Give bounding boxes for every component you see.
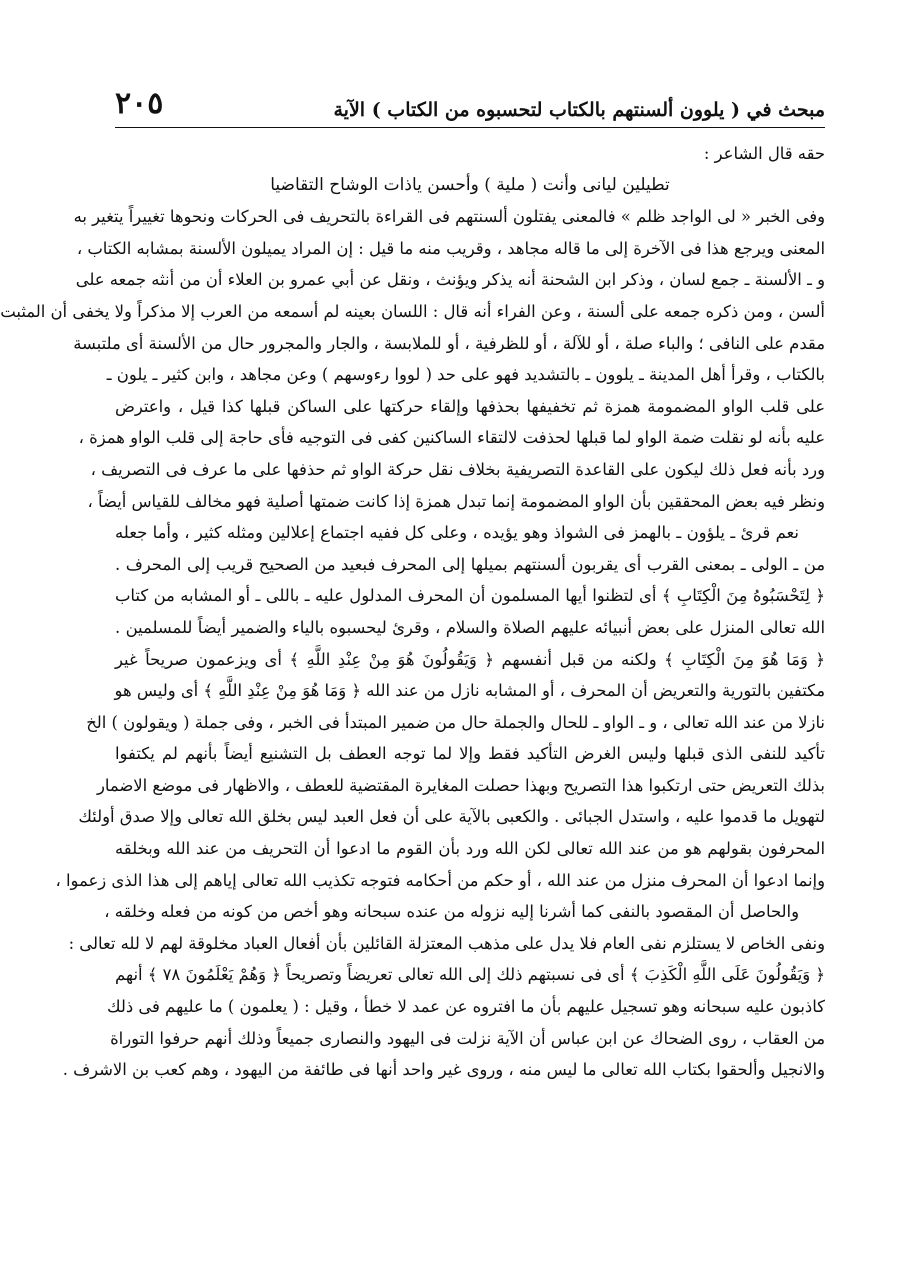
text-line: المعنى ويرجع هذا فى الآخرة إلى ما قاله مجاهد ، وقريب منه ما قيل : إن المراد يميلون الألسنة بمشابه الكتاب ، (76, 238, 825, 258)
text-line: والحاصل أن المقصود بالنفى كما أشرنا إليه نزوله من عنده سبحانه وهو أخص من كونه من فعله وخلقه ، (104, 902, 799, 922)
text-line: ونفى الخاص لا يستلزم نفى العام فلا يدل على مذهب المعتزلة القائلين بأن أفعال العباد مخلوقة لهم لا لله تعالى : (68, 933, 825, 953)
page-header (115, 86, 825, 128)
text-line: تأكيد للنفى الذى قبلها وليس الغرض التأكيد فقط وإلا لما توجه العطف بل التشنيع أيضاً بأنهم لم يكتفوا (115, 744, 825, 764)
page-number: ٢٠٥ (115, 86, 164, 121)
quran-line: ﴿ وَمَا هُوَ مِنَ الْكِتَابِ ﴾ ولكنه من قبل أنفسهم ﴿ وَيَقُولُونَ هُوَ مِنْ عِنْدِ اللَّهِ ﴾ أى ويزعمون صريحاً غير (115, 649, 825, 669)
text-line: وفى الخبر « لى الواجد ظلم » فالمعنى يفتلون ألسنتهم فى القراءة بالتحريف فى الحركات ونحوها تغييراً يتغير به (73, 207, 825, 227)
text-line: نازلا من عند الله تعالى ، و ـ الواو ـ للحال والجملة حال من ضمير المبتدأ فى الخبر ، وفى جملة ( ويقولون ) الخ (86, 712, 825, 732)
running-title: مبحث في ( يلوون ألسنتهم بالكتاب لتحسبوه من الكتاب ) الآية (333, 99, 825, 121)
text-line: والانجيل وألحقوا بكتاب الله تعالى ما ليس منه ، وروى غير واحد أنها فى طائفة من اليهود ، وهم كعب بن الاشرف . (62, 1060, 825, 1080)
text-line: من ـ الولى ـ بمعنى القرب أى يقربون ألسنتهم بميلها إلى المحرف فبعيد من الصحيح قريب إلى المحرف . (115, 554, 825, 574)
quran-line: ﴿ لِتَحْسَبُوهُ مِنَ الْكِتَابِ ﴾ أى لتظنوا أيها المسلمون أن المحرف المدلول عليه ـ باللى ـ أو المشابه من كتاب (115, 586, 825, 606)
text-line: وإنما ادعوا أن المحرف منزل من عند الله ، أو حكم من أحكامه فتوجه تكذيب الله تعالى إياهم إلى هذا الذى زعموا ، (55, 870, 825, 890)
text-line: لتهويل ما قدموا عليه ، واستدل الجبائى . والكعبى بالآية على أن فعل العبد ليس بخلق الله تعالى وإلا صدق أولئك (78, 807, 825, 827)
text-line: كاذبون عليه سبحانه وهو تسجيل عليهم بأن ما افتروه عن عمد لا خطأ ، وقيل : ( يعلمون ) ما عليهم فى ذلك (107, 997, 825, 1017)
verse-line: تطيلين ليانى وأنت ( ملية ) وأحسن ياذات الوشاح التقاضيا (270, 174, 670, 195)
text-line: و ـ الألسنة ـ جمع لسان ، وذكر ابن الشحنة أنه يذكر ويؤنث ، ونقل عن أبي عمرو بن العلاء أن من أنثه جمعه على (75, 270, 825, 290)
text-line: من العقاب ، روى الضحاك عن ابن عباس أن الآية نزلت فى اليهود والنصارى جميعاً وذلك أنهم حرفوا التوراة (110, 1028, 825, 1048)
text-line: المحرفون بقولهم هو من عند الله تعالى لكن الله ورد بأن القوم ما ادعوا أن التحريف من عند الله وبخلقه (115, 839, 825, 859)
text-line: ونظر فيه بعض المحققين بأن الواو المضمومة إنما تبدل همزة إذا كانت ضمتها أصلية فهو مخالف للقياس أيضاً ، (87, 491, 825, 511)
quran-line: ﴿ وَيَقُولُونَ عَلَى اللَّهِ الْكَذِبَ ﴾ أى فى نسبتهم ذلك إلى الله تعالى تعريضاً وتصريحاً ﴿ وَهُمْ يَعْلَمُونَ ٧٨ ﴾ أنهم (115, 965, 826, 985)
text-line: مقدم على النافى ؛ والباء صلة ، أو للآلة ، أو للظرفية ، أو للملابسة ، والجار والمجرور حال من الألسنة أى ملتبسة (73, 333, 825, 353)
text-line: بذلك التعريض حتى ارتكبوا هذا التصريح وبهذا حصلت المغايرة المقتضية للعطف ، والاظهار فى موضع الاضمار (96, 775, 825, 795)
text-line: الله تعالى المنزل على بعض أنبيائه عليهم الصلاة والسلام ، وقرئ ليحسبوه بالياء والضمير أيضاً للمسلمين . (115, 617, 825, 637)
text-line: على قلب الواو المضمومة همزة ثم تخفيفها بحذفها وإلقاء حركتها على الساكن قبلها كذا قيل ، واعترض (115, 396, 825, 416)
text-line: مكتفين بالتورية والتعريض أن المحرف ، أو المشابه نازل من عند الله ﴿ وَمَا هُوَ مِنْ عِنْدِ اللَّهِ ﴾ أى وليس هو (114, 681, 825, 701)
text-line: نعم قرئ ـ يلؤون ـ بالهمز فى الشواذ وهو يؤيده ، وعلى كل ففيه اجتماع إعلالين ومثله كثير ، وأما جعله (115, 523, 799, 543)
text-line: حقه قال الشاعر : (703, 144, 825, 163)
text-line: ورد بأنه فعل ذلك ليكون على القاعدة التصريفية بخلاف نقل حركة الواو ثم حذفها على ما عرف فى التصريف ، (90, 459, 825, 479)
text-line: عليه بأنه لو نقلت ضمة الواو لما قبلها لحذفت لالتقاء الساكنين كفى فى التوجيه فأى حاجة إلى قلب الواو همزة ، (78, 428, 825, 448)
text-line: بالكتاب ، وقرأ أهل المدينة ـ يلوون ـ بالتشديد فهو على حد ( لووا رءوسهم ) وعن مجاهد ، وابن كثير ـ يلون ـ (106, 365, 825, 385)
body-text (0, 138, 826, 1086)
text-line: ألسن ، ومن ذكره جمعه على ألسنة ، وعن الفراء أنه قال : اللسان بعينه لم أسمعه من العرب إلا مذكراً ولا يخفى أن المثبت (0, 301, 825, 321)
